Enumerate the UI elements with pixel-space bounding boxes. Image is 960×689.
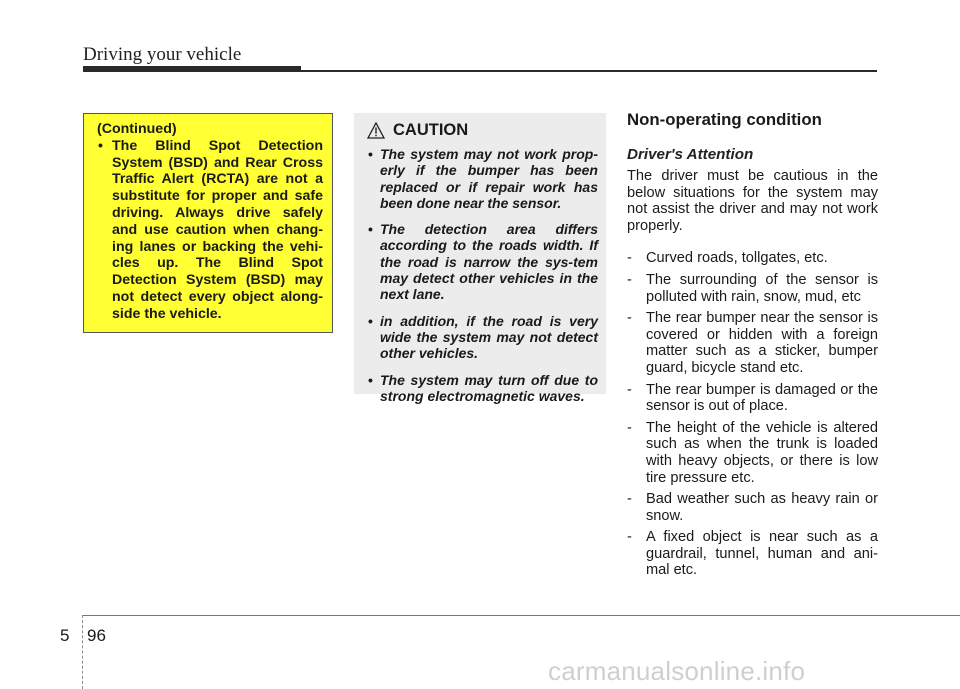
header-rule-thin xyxy=(301,70,877,72)
condition-item xyxy=(627,272,878,305)
condition-item xyxy=(627,491,878,524)
caution-item-text: in addition, if the road is very wide the system may not detect other vehicles. xyxy=(380,312,598,362)
page-header-title: Driving your vehicle xyxy=(83,44,242,65)
caution-item xyxy=(367,146,598,211)
section-title: Non-operating condition xyxy=(627,110,822,129)
condition-text: The rear bumper near the sensor is covered or hidden with a foreign matter such as a sticker, bumper guard, bicycle stand etc. xyxy=(646,310,878,376)
condition-item xyxy=(627,250,878,267)
footer-rule xyxy=(83,615,960,616)
condition-item xyxy=(627,420,878,486)
dash: - xyxy=(627,381,632,398)
continued-label: (Continued) xyxy=(97,121,177,137)
condition-item xyxy=(627,529,878,579)
caution-item-text: The detection area differs according to the roads width. If the road is narrow the sys-tem may detect other vehicles in the next lane. xyxy=(380,221,598,303)
caution-box xyxy=(354,113,606,404)
bullet: • xyxy=(368,146,373,162)
condition-text: Bad weather such as heavy rain or snow. xyxy=(646,491,878,524)
bullet: • xyxy=(368,371,373,388)
dash: - xyxy=(627,419,632,436)
bullet: • xyxy=(368,221,373,238)
condition-text: Curved roads, tollgates, etc. xyxy=(646,250,828,267)
condition-text: A fixed object is near such as a guardrail, tunnel, human and ani-mal etc. xyxy=(646,529,878,579)
caution-item-text: The system may turn off due to strong electromagnetic waves. xyxy=(380,371,598,404)
footer-vertical-rule xyxy=(82,615,83,689)
dash: - xyxy=(627,271,632,288)
condition-text: The rear bumper is damaged or the sensor is out of place. xyxy=(646,381,878,415)
bullet: • xyxy=(368,312,373,329)
section-number: 5 xyxy=(60,626,70,645)
dash: - xyxy=(627,529,632,546)
non-operating-section xyxy=(627,110,878,584)
caution-title: CAUTION xyxy=(393,121,469,139)
caution-item xyxy=(367,313,598,362)
caution-item xyxy=(367,372,598,405)
dash: - xyxy=(627,310,632,327)
section-intro: The driver must be cautious in the below situations for the system may not assist the driver and may not work properly. xyxy=(627,168,878,234)
dash: - xyxy=(627,250,632,267)
caution-item-text: The system may not work prop-erly if the bumper has been replaced or if repair work has been done near the sensor. xyxy=(380,146,598,211)
continued-note-item xyxy=(93,138,323,323)
dash: - xyxy=(627,491,632,508)
caution-item xyxy=(367,221,598,302)
continued-note-text: The Blind Spot Detection System (BSD) and Rear Cross Traffic Alert (RCTA) are not a substitute for proper and safe driving. Always drive safely and use caution when chang-ing lanes or backing the vehi-cles up. The Blind Spot Detection System (BSD) may not detect every object along-side the vehicle. xyxy=(112,137,323,322)
condition-text: The surrounding of the sensor is polluted with rain, snow, mud, etc xyxy=(646,271,878,305)
warning-triangle-icon xyxy=(367,122,385,139)
condition-item xyxy=(627,382,878,415)
section-subtitle: Driver's Attention xyxy=(627,146,754,163)
caution-header xyxy=(367,121,598,140)
watermark-link[interactable]: carmanualsonline.info xyxy=(548,656,806,686)
condition-item xyxy=(627,310,878,376)
continued-note-box xyxy=(83,113,333,333)
page-number: 96 xyxy=(87,626,106,645)
condition-text: The height of the vehicle is altered such as when the trunk is loaded with heavy objects, or there is low tire pressure etc. xyxy=(646,419,878,486)
header-rule-thick xyxy=(83,66,301,72)
bullet: • xyxy=(98,137,103,154)
